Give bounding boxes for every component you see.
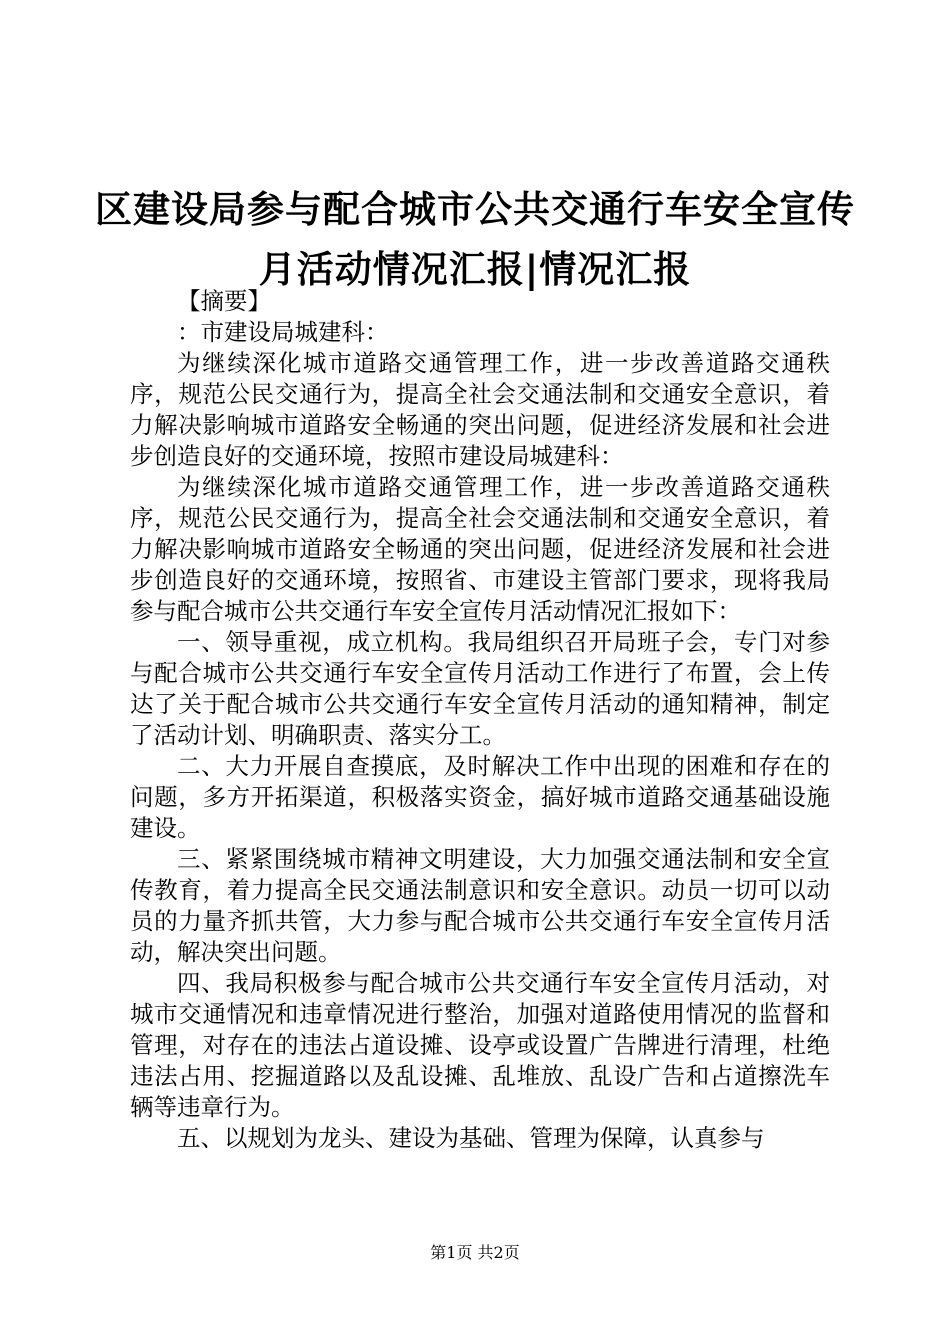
document-title-line-2: 月活动情况汇报|情况汇报: [258, 248, 692, 291]
recipient-line: ：市建设局城建科：: [177, 318, 389, 346]
paragraph: 四、我局积极参与配合城市公共交通行车安全宣传月活动，对城市交通情况和违章情况进行整治，加强对道路使用情况的监督和管理，对存在的违法占道设摊、设亭或设置广告牌进行清理，杜绝违法占用、挖掘道路以及乱设摊、乱堆放、乱设广告和占道擦洗车辆等违章行为。: [130, 969, 830, 1121]
paragraph: 五、以规划为龙头、建设为基础、管理为保障，认真参与: [177, 1124, 765, 1152]
page-number-footer: 第1页 共2页: [430, 1243, 520, 1262]
paragraph: 为继续深化城市道路交通管理工作，进一步改善道路交通秩序，规范公民交通行为，提高全社会交通法制和交通安全意识，着力解决影响城市道路安全畅通的突出问题，促进经济发展和社会进步创造良好的交通环境，按照省、市建设主管部门要求，现将我局参与配合城市公共交通行车安全宣传月活动情况汇报如下：: [130, 473, 830, 625]
paragraph: 一、领导重视，成立机构。我局组织召开局班子会，专门对参与配合城市公共交通行车安全宣传月活动工作进行了布置，会上传达了关于配合城市公共交通行车安全宣传月活动的通知精神，制定了活动计划、明确职责、落实分工。: [130, 628, 830, 749]
document-body: [130, 286, 830, 1154]
document-title-line-1: 区建设局参与配合城市公共交通行车安全宣传: [95, 188, 855, 231]
abstract-heading: 【摘要】: [177, 287, 271, 315]
paragraph: 三、紧紧围绕城市精神文明建设，大力加强交通法制和安全宣传教育，着力提高全民交通法制意识和安全意识。动员一切可以动员的力量齐抓共管，大力参与配合城市公共交通行车安全宣传月活动，解决突出问题。: [130, 845, 830, 966]
paragraph: 为继续深化城市道路交通管理工作，进一步改善道路交通秩序，规范公民交通行为，提高全社会交通法制和交通安全意识，着力解决影响城市道路安全畅通的突出问题，促进经济发展和社会进步创造良好的交通环境，按照市建设局城建科：: [130, 349, 830, 470]
paragraph: 二、大力开展自查摸底，及时解决工作中出现的困难和存在的问题，多方开拓渠道，积极落实资金，搞好城市道路交通基础设施建设。: [130, 752, 830, 842]
